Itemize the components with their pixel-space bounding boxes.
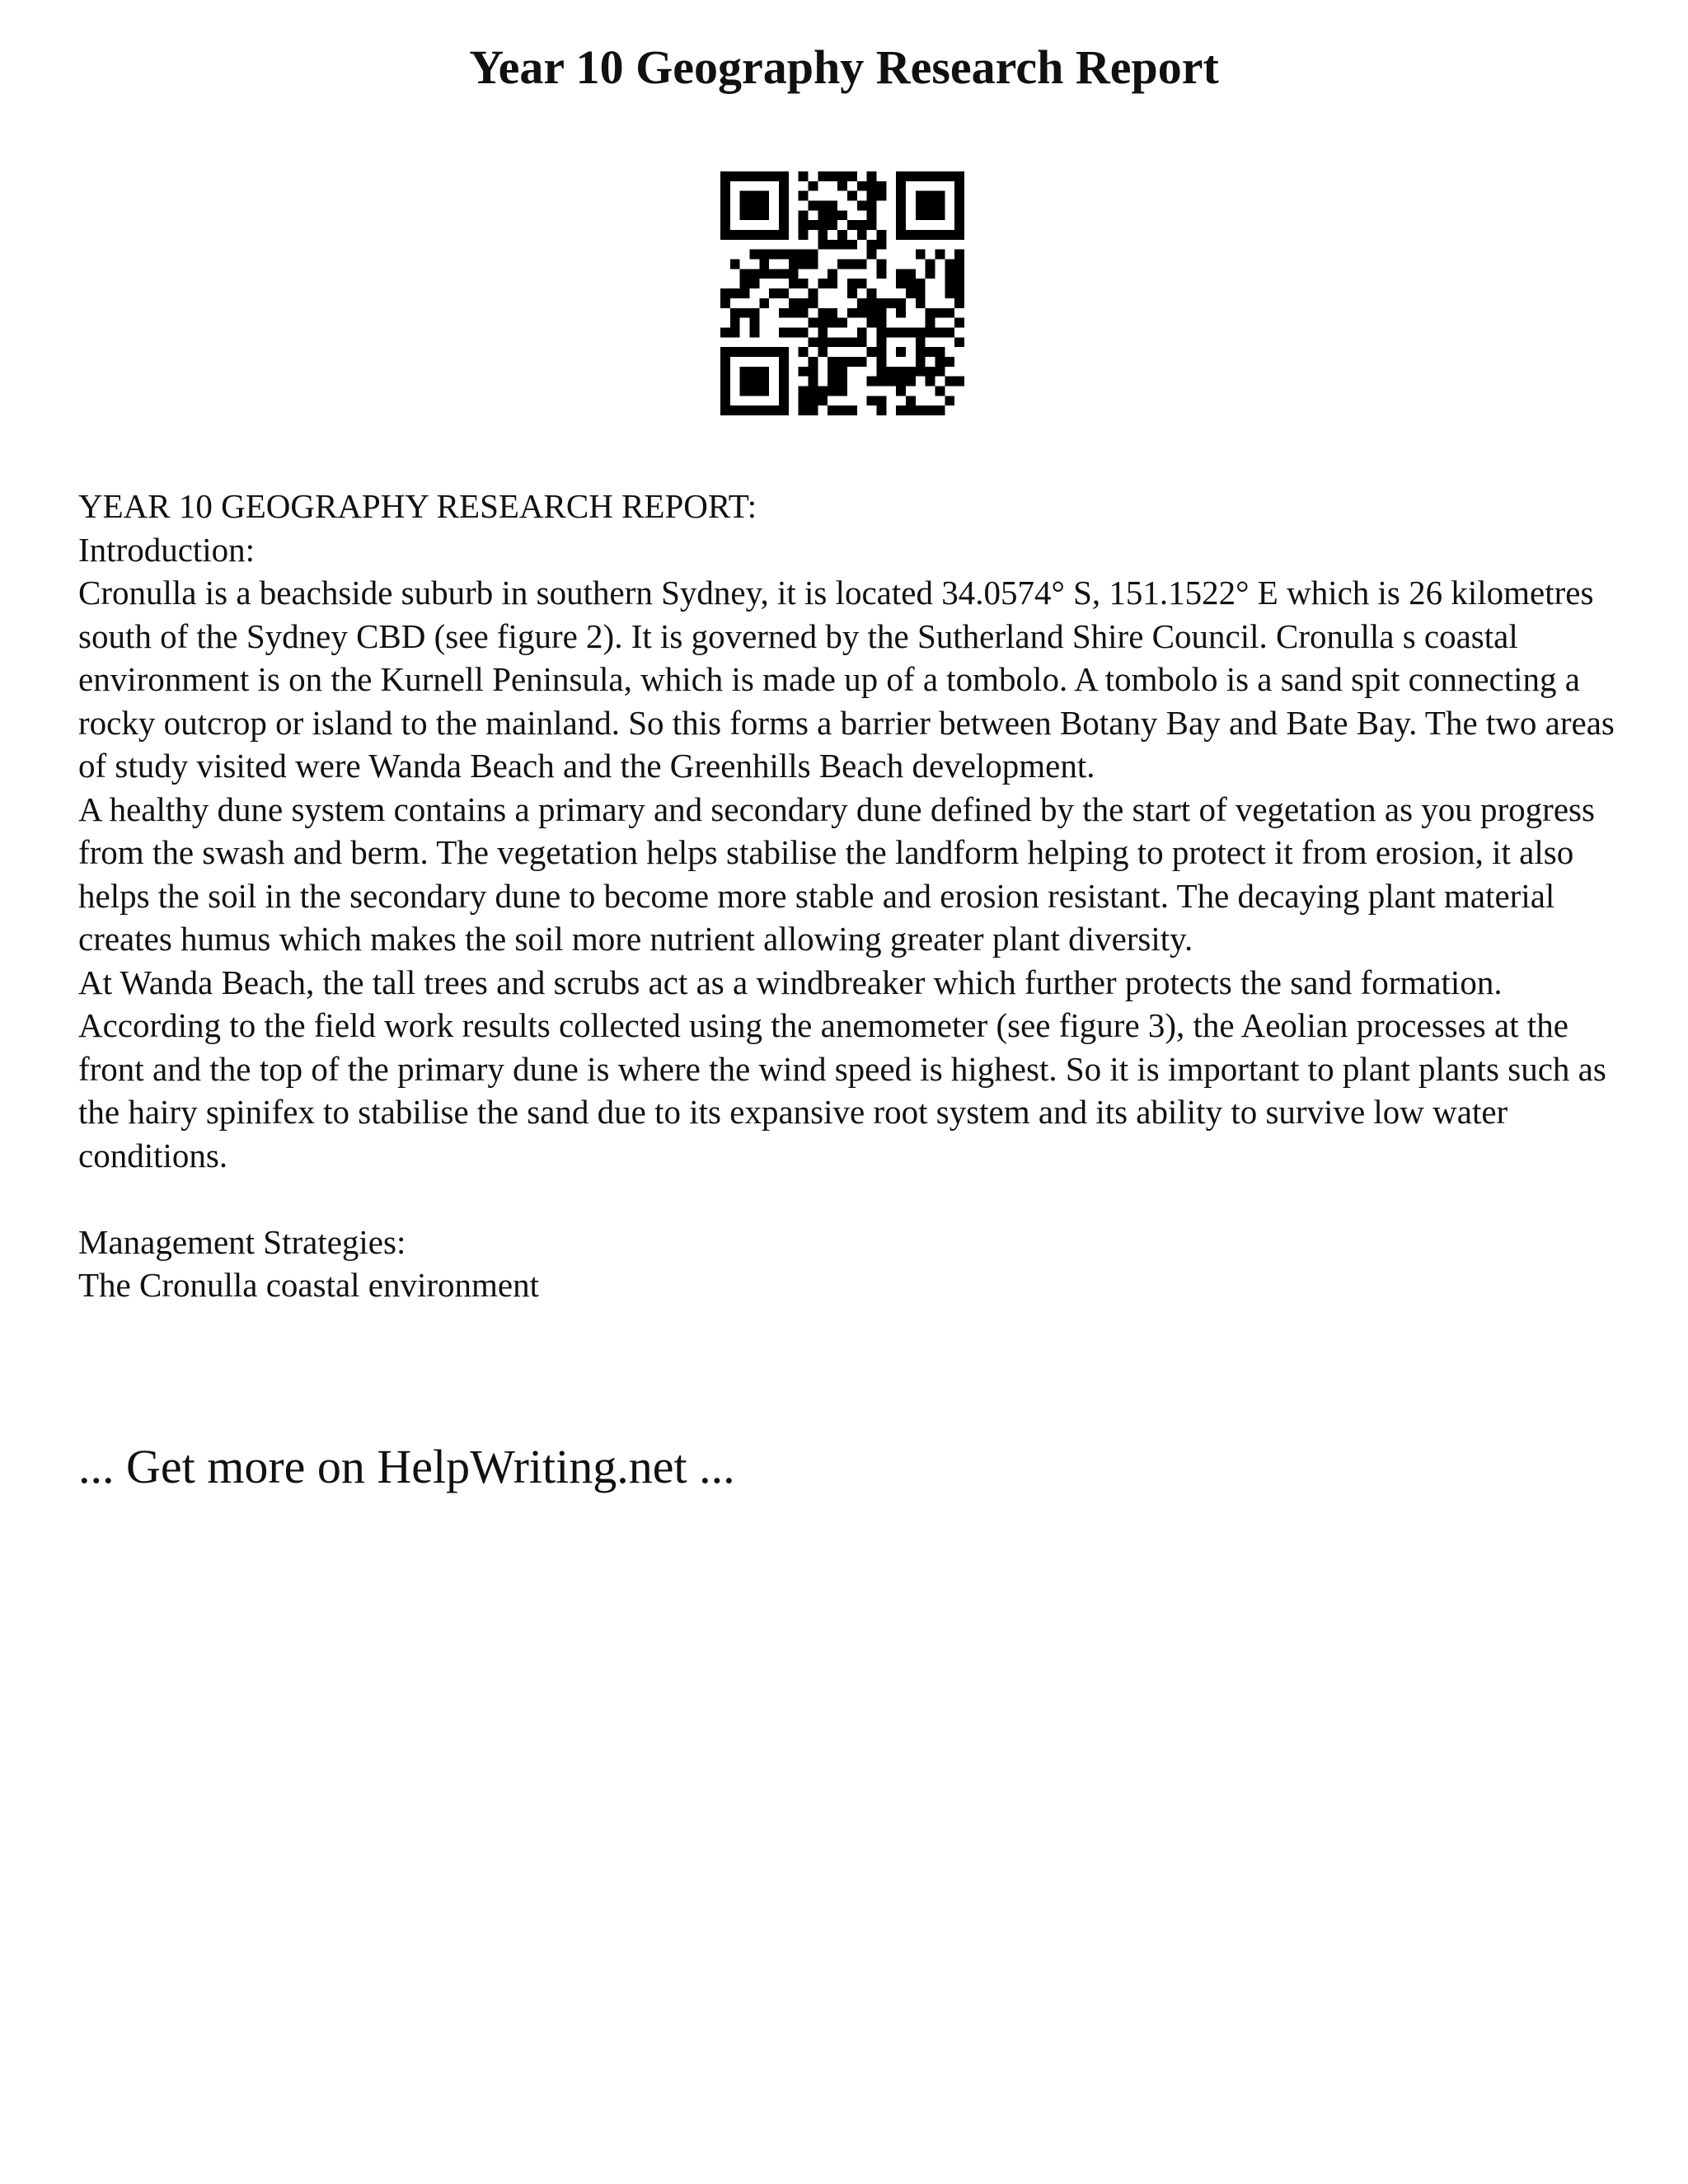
report-heading: YEAR 10 GEOGRAPHY RESEARCH REPORT: [78, 487, 757, 525]
section-heading-introduction: Introduction: [78, 530, 256, 569]
qr-code-icon [720, 171, 964, 415]
paragraph-wanda-beach: At Wanda Beach, the tall trees and scrubs act as a windbreaker which further protects the sand formation. According to the field work results collected using the anemometer (see figure 3), the Aeolian processes at the front and the top of the primary dune is where the wind speed is highest. So it is important to plant plants such as the hairy spinifex to stabilise the sand due to its expansive root system and its ability to survive low water conditions. [78, 963, 1606, 1174]
report-body [78, 485, 1636, 1307]
get-more-link[interactable]: ... Get more on HelpWriting.net ... [78, 1440, 735, 1493]
section-heading-management: Management Strategies: [78, 1222, 406, 1261]
paragraph-spacer [78, 1177, 1636, 1221]
paragraph-dune-system: A healthy dune system contains a primary and secondary dune defined by the start of vegetation as you progress from the swash and berm. The vegetation helps stabilise the landform helping to protect it from erosion, it also helps the soil in the secondary dune to become more stable and erosion resistant. The decaying plant material creates humus which makes the soil more nutrient allowing greater plant diversity. [78, 790, 1595, 958]
page-title: Year 10 Geography Research Report [469, 40, 1219, 94]
paragraph-location: Cronulla is a beachside suburb in southern Sydney, it is located 34.0574° S, 151.1522° E which is 26 kilometres south of the Sydney CBD (see figure 2). It is governed by the Sutherland Shire Council. Cronulla s coastal environment is on the Kurnell Peninsula, which is made up of a tombolo. A tombolo is a sand spit connecting a rocky outcrop or island to the mainland. So this forms a barrier between Botany Bay and Bate Bay. The two areas of study visited were Wanda Beach and the Greenhills Beach development. [78, 574, 1615, 785]
paragraph-management: The Cronulla coastal environment [78, 1266, 540, 1304]
